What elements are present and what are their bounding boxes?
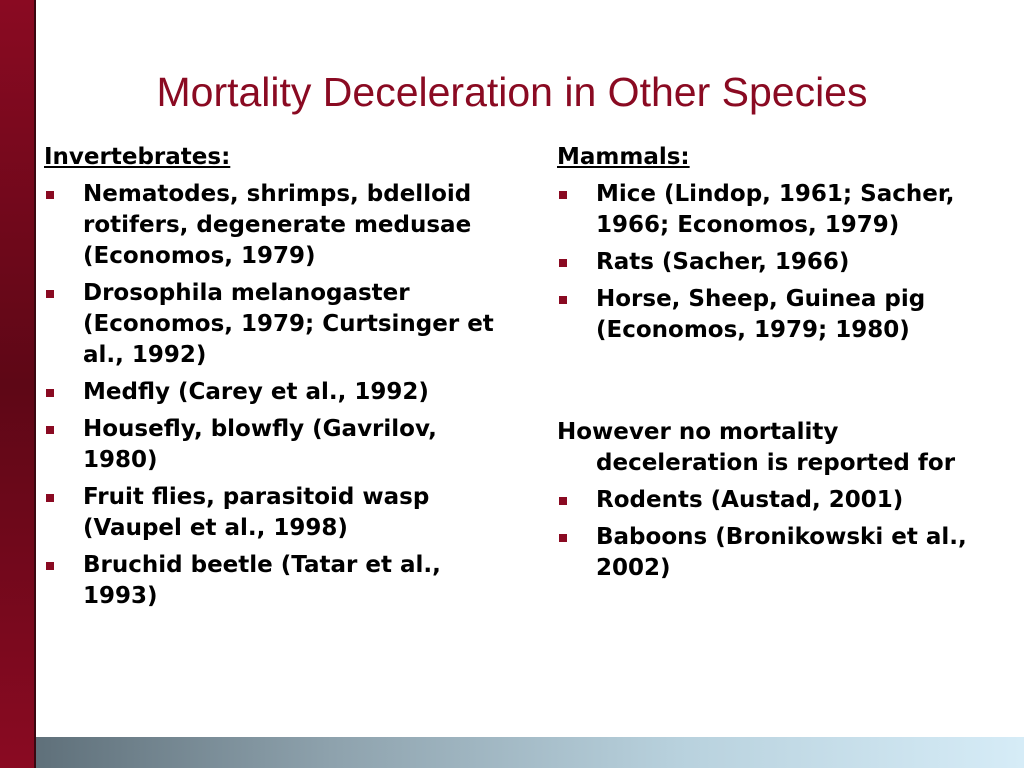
list-item-text: Fruit flies, parasitoid wasp (Vaupel et al., 1998)	[83, 484, 430, 541]
list-item	[557, 485, 977, 516]
exceptions-list	[557, 485, 977, 584]
square-bullet-icon	[46, 191, 54, 199]
square-bullet-icon	[46, 426, 54, 434]
mammals-heading: Mammals:	[557, 144, 690, 170]
invertebrates-heading: Invertebrates:	[44, 144, 231, 170]
slide-title: Mortality Deceleration in Other Species	[156, 69, 868, 115]
list-item-text: Medfly (Carey et al., 1992)	[83, 379, 429, 405]
list-item-text: Nematodes, shrimps, bdelloid rotifers, degenerate medusae (Economos, 1979)	[83, 181, 472, 269]
square-bullet-icon	[46, 562, 54, 570]
square-bullet-icon	[559, 191, 567, 199]
list-item	[557, 522, 977, 584]
list-item	[557, 179, 977, 241]
square-bullet-icon	[559, 497, 567, 505]
list-item	[44, 482, 514, 544]
square-bullet-icon	[46, 290, 54, 298]
list-item	[557, 247, 977, 278]
list-item-text: Mice (Lindop, 1961; Sacher, 1966; Economos, 1979)	[596, 181, 955, 238]
square-bullet-icon	[46, 494, 54, 502]
list-item-text: Rodents (Austad, 2001)	[596, 487, 904, 513]
invertebrates-column	[44, 142, 514, 618]
invertebrates-list	[44, 179, 514, 612]
square-bullet-icon	[559, 534, 567, 542]
list-item	[557, 284, 977, 346]
list-item	[44, 377, 514, 408]
left-accent-bar	[0, 0, 34, 768]
square-bullet-icon	[46, 389, 54, 397]
list-item-text: Baboons (Bronikowski et al., 2002)	[596, 524, 967, 581]
mammals-column	[557, 142, 977, 590]
list-item	[44, 179, 514, 272]
list-item-text: Drosophila melanogaster (Economos, 1979; Curtsinger et al., 1992)	[83, 280, 494, 368]
bottom-gradient-bar	[36, 737, 1024, 768]
list-item-text: Rats (Sacher, 1966)	[596, 249, 850, 275]
list-item-text: Bruchid beetle (Tatar et al., 1993)	[83, 552, 441, 609]
mammals-list	[557, 179, 977, 346]
list-item-text: Housefly, blowfly (Gavrilov, 1980)	[83, 416, 437, 473]
list-item	[44, 550, 514, 612]
exceptions-heading: However no mortality deceleration is reported for	[557, 419, 956, 476]
spacer	[557, 352, 977, 417]
list-item	[44, 278, 514, 371]
square-bullet-icon	[559, 259, 567, 267]
list-item	[44, 414, 514, 476]
square-bullet-icon	[559, 296, 567, 304]
list-item-text: Horse, Sheep, Guinea pig (Economos, 1979; 1980)	[596, 286, 926, 343]
